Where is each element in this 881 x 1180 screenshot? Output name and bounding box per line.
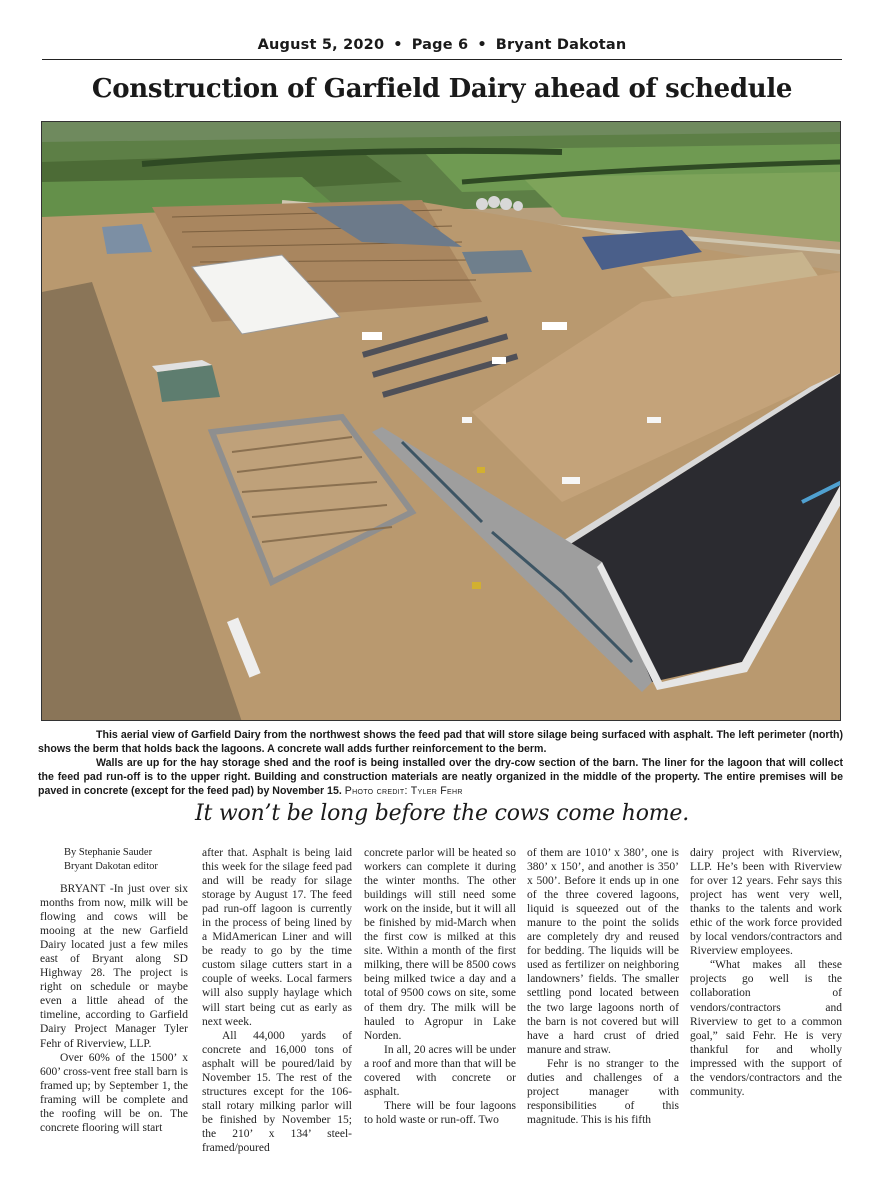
newspaper-name: Bryant Dakotan	[495, 37, 627, 53]
article-paragraph: BRYANT -In just over six months from now, milk will be flowing and cows will be mooing at the new Garfield Dairy located just a few miles east of Bryant along SD Highway 28. The project is right on schedule or maybe even a little ahead of the timeline, according to Garfield Dairy Project Manager Tyler Fehr of Riverview, LLP.	[40, 883, 188, 1050]
article-paragraph: Over 60% of the 1500’ x 600’ cross-vent free stall barn is framed up; by September 1, the framing will be complete and the roofing will be on. The concrete flooring will start	[40, 1051, 188, 1134]
article-column-2	[202, 846, 352, 1155]
byline-title: Bryant Dakotan editor	[64, 861, 158, 872]
aerial-photo	[41, 121, 841, 721]
article-paragraph: dairy project with Riverview, LLP. He’s been with Riverview for over 12 years. Fehr says this project has went very well, thanks to the talents and work ethic of the work force provided by local vendors/contractors and Riverview employees.	[690, 847, 842, 958]
article-paragraph: “What makes all these projects go well is the collaboration of vendors/contractors and Riverview to get to a common goal,” said Fehr. He is very thankful for and wholly impressed with the support of the vendors/contractors and the community.	[690, 959, 842, 1098]
article-paragraph: There will be four lagoons to hold waste or run-off. Two	[364, 1099, 516, 1126]
header-separator: •	[477, 37, 487, 53]
caption-paragraph	[38, 756, 843, 798]
byline	[40, 846, 188, 874]
header-separator: •	[393, 37, 403, 53]
article-paragraph: All 44,000 yards of concrete and 16,000 tons of asphalt will be poured/laid by November 15. The rest of the structures except for the 106-stall rotary milking parlor will be finished by November 15; the 210’ x 134’ steel-framed/poured	[202, 1029, 352, 1154]
byline-name: By Stephanie Sauder	[64, 847, 153, 858]
article-paragraph: of them are 1010’ x 380’, one is 380’ x 150’, and another is 350’ x 500’. Before it ends up in one of the three covered lagoons, liquid is squeezed out of the manure to the point the solids are completely dry and reused for bedding. The liquids will be used as fertilizer on neighboring landowners’ fields. The smaller settling pond located between the two large lagoons north of the barn is not covered but will have a hard crust of dried manure and straw.	[527, 847, 679, 1056]
article-paragraph: In all, 20 acres will be under a roof and more than that will be covered with concrete or asphalt.	[364, 1043, 516, 1098]
article-paragraph: Fehr is no stranger to the duties and challenges of a project manager with responsibilities of this magnitude. This is his fifth	[527, 1057, 679, 1126]
photo-credit: Photo credit: Tyler Fehr	[344, 785, 463, 797]
photo-caption	[38, 728, 843, 798]
caption-paragraph: This aerial view of Garfield Dairy from the northwest shows the feed pad that will store silage being surfaced with asphalt. The left perimeter (north) shows the berm that holds back the lagoons. A concrete wall adds further reinforcement to the berm.	[38, 729, 843, 755]
issue-date: August 5, 2020	[257, 37, 385, 53]
article-paragraph: after that. Asphalt is being laid this week for the silage feed pad and will be ready for silage storage by August 17. The feed pad run-off lagoon is currently in the process of being lined by a MidAmerican Liner and will be ready to go by the time custom silage cutters start in a couple of weeks. Local farmers will also supply haylage which will start being cut as early as next week.	[202, 847, 352, 1028]
article-column-3	[364, 846, 516, 1127]
article-column-5	[690, 846, 842, 1099]
article-column-4	[527, 846, 679, 1127]
headline: Construction of Garfield Dairy ahead of schedule	[91, 74, 793, 104]
article-column-1	[40, 846, 188, 1135]
header-rule	[42, 59, 842, 60]
page-number: Page 6	[411, 37, 469, 53]
article-paragraph: concrete parlor will be heated so workers can complete it during the winter months. The other buildings will still need some work on the inside, but it will all be finished by mid-March when the first cow is milked at this site. Within a month of the first milking, there will be 8500 cows being milked twice a day and a total of 9500 cows on site, some of them dry. The milk will be hauled to Agropur in Lake Norden.	[364, 847, 516, 1042]
page-header	[42, 37, 842, 53]
caption-text: Walls are up for the hay storage shed and the roof is being installed over the dry-cow section of the barn. The liner for the lagoon that will collect the feed pad run-off is to the upper right. Building and construction materials are neatly organized in the middle of the property. The entire premises will be paved in concrete (except for the feed pad) by November 15.	[38, 757, 843, 797]
pull-quote: It won’t be long before the cows come home.	[194, 801, 690, 826]
